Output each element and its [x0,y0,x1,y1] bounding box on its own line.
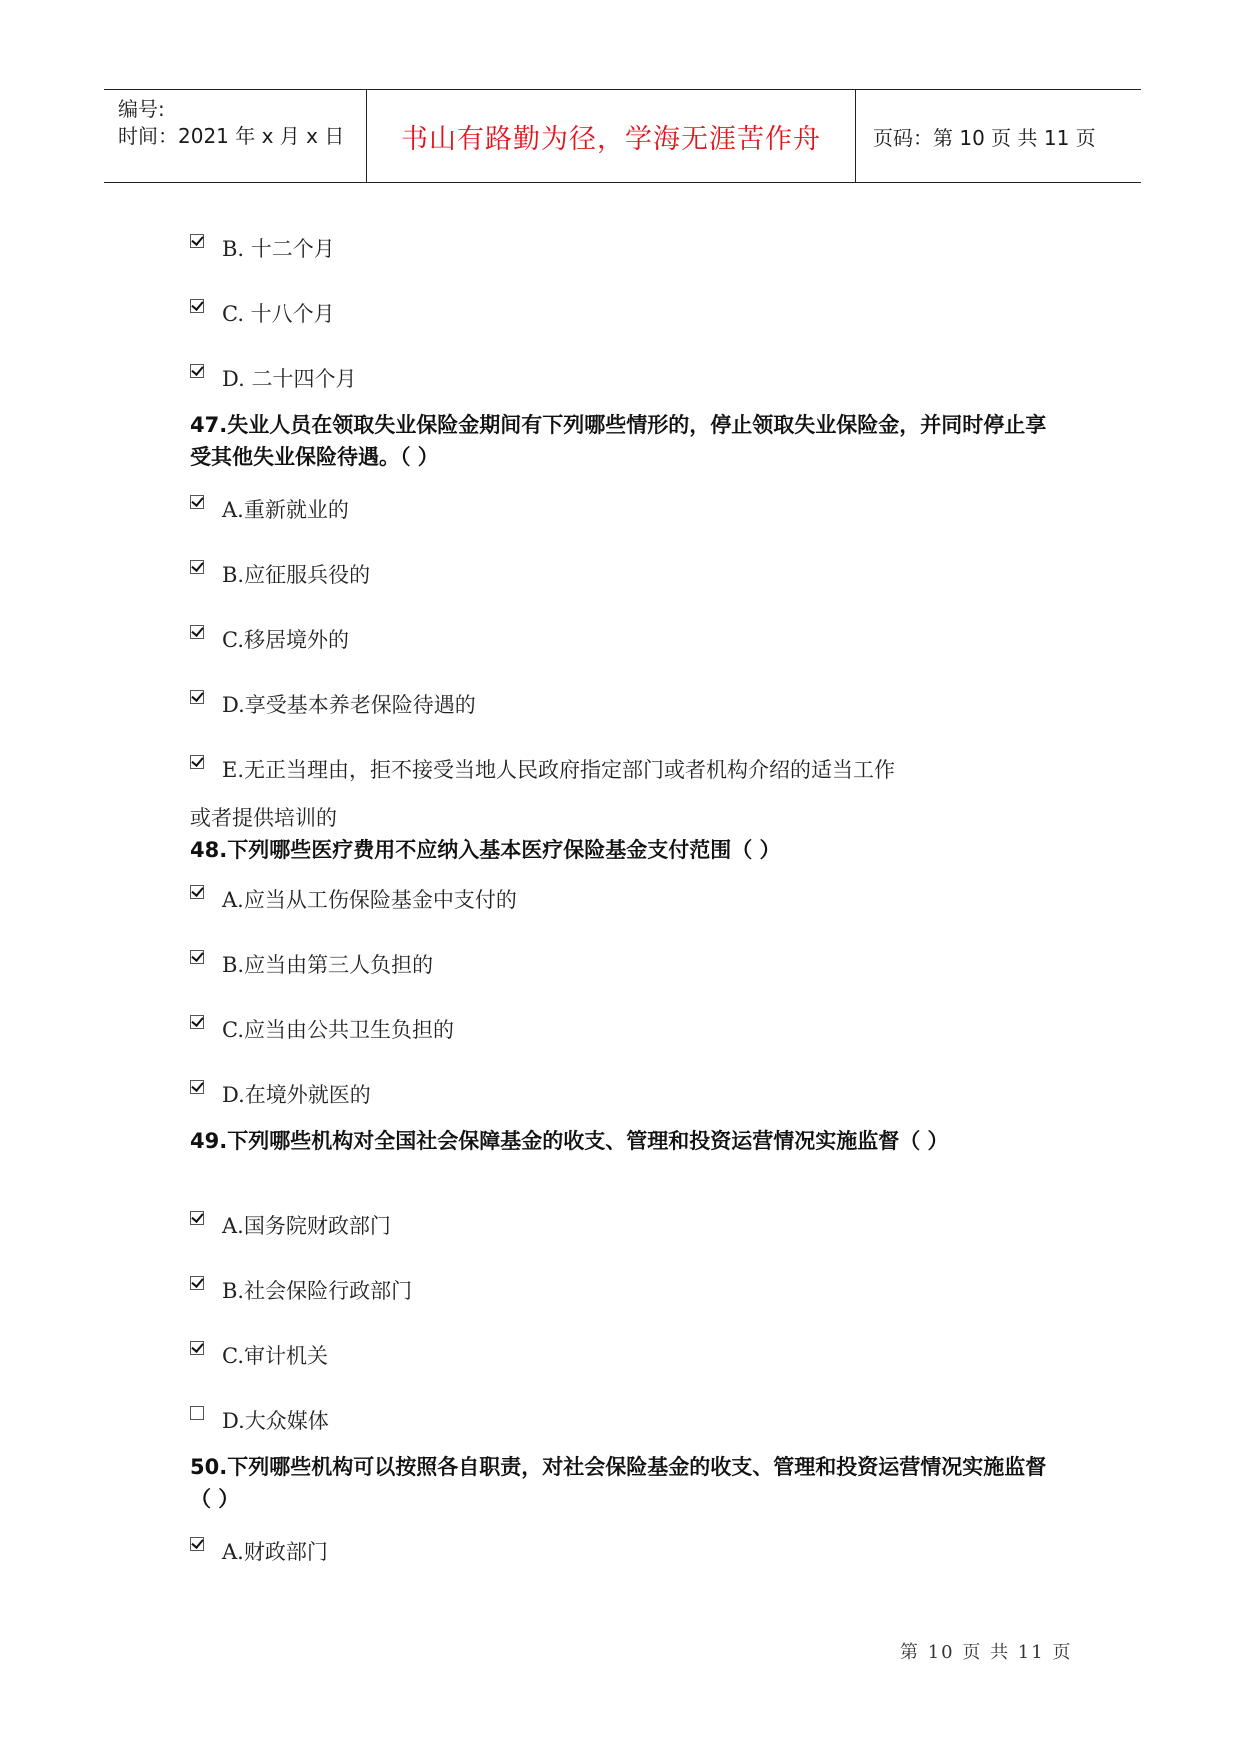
option-label: E.无正当理由，拒不接受当地人民政府指定部门或者机构介绍的适当工作 [222,758,896,782]
motto-text: 书山有路勤为径，学海无涯苦作舟 [401,123,821,155]
option-label: B.应征服兵役的 [222,563,371,587]
option-label: C.移居境外的 [222,628,349,652]
checkbox-icon[interactable] [190,1537,204,1551]
option-50-a[interactable] [190,1535,328,1567]
option-label: A.应当从工伤保险基金中支付的 [222,888,517,912]
checkbox-icon[interactable] [190,299,204,313]
option-48-c[interactable] [190,1013,454,1045]
checkbox-icon[interactable] [190,625,204,639]
checkbox-icon[interactable] [190,495,204,509]
option-49-b[interactable] [190,1274,412,1306]
page-footer: 第 10 页 共 11 页 [900,1642,1073,1663]
checkbox-icon[interactable] [190,885,204,899]
checkbox-icon[interactable] [190,560,204,574]
serial-label: 编号: [118,97,165,121]
header-page-cell [855,90,1141,182]
checkbox-icon[interactable] [190,1211,204,1225]
option-label: B. 十二个月 [222,237,335,261]
page-info: 页码：第 10 页 共 11 页 [873,125,1096,150]
option-prev-b[interactable] [190,232,335,264]
checkbox-icon[interactable] [190,755,204,769]
checkbox-icon[interactable] [190,1406,204,1420]
question-50: 50.下列哪些机构可以按照各自职责，对社会保险基金的收支、管理和投资运营情况实施监督（ ） [190,1455,1047,1511]
option-label: B.社会保险行政部门 [222,1279,413,1303]
checkbox-icon[interactable] [190,1341,204,1355]
option-label: D.在境外就医的 [222,1083,371,1107]
option-label: A.财政部门 [222,1540,328,1564]
option-label: D. 二十四个月 [222,367,357,391]
option-prev-d[interactable] [190,362,356,394]
option-label: C. 十八个月 [222,302,335,326]
option-label: D.大众媒体 [222,1409,329,1433]
option-48-d[interactable] [190,1078,371,1110]
option-47-b[interactable] [190,558,370,590]
option-47-e[interactable] [190,753,895,785]
question-49: 49.下列哪些机构对全国社会保障基金的收支、管理和投资运营情况实施监督（ ） [190,1129,949,1153]
checkbox-icon[interactable] [190,1080,204,1094]
option-49-c[interactable] [190,1339,328,1371]
option-49-d[interactable] [190,1404,329,1436]
option-label: C.应当由公共卫生负担的 [222,1018,454,1042]
checkbox-icon[interactable] [190,1015,204,1029]
question-47: 47.失业人员在领取失业保险金期间有下列哪些情形的，停止领取失业保险金，并同时停止享受其他失业保险待遇。（ ） [190,413,1047,469]
option-47-d[interactable] [190,688,476,720]
option-48-a[interactable] [190,883,517,915]
question-48: 48.下列哪些医疗费用不应纳入基本医疗保险基金支付范围（ ） [190,838,781,862]
option-49-a[interactable] [190,1209,391,1241]
checkbox-icon[interactable] [190,364,204,378]
checkbox-icon[interactable] [190,1276,204,1290]
option-label: A.重新就业的 [222,498,349,522]
option-label: B.应当由第三人负担的 [222,953,434,977]
checkbox-icon[interactable] [190,950,204,964]
option-47-c[interactable] [190,623,349,655]
option-prev-c[interactable] [190,297,335,329]
checkbox-icon[interactable] [190,690,204,704]
option-label: A.国务院财政部门 [222,1214,391,1238]
option-label: C.审计机关 [222,1344,328,1368]
header-left-cell [104,90,366,182]
option-47-a[interactable] [190,493,349,525]
option-label: D.享受基本养老保险待遇的 [222,693,476,717]
option-47-e-continued: 或者提供培训的 [190,806,337,830]
page-header [104,89,1141,183]
option-48-b[interactable] [190,948,433,980]
header-motto-cell [366,90,856,182]
checkbox-icon[interactable] [190,234,204,248]
date-text: 时间：2021 年 x 月 x 日 [118,124,345,148]
